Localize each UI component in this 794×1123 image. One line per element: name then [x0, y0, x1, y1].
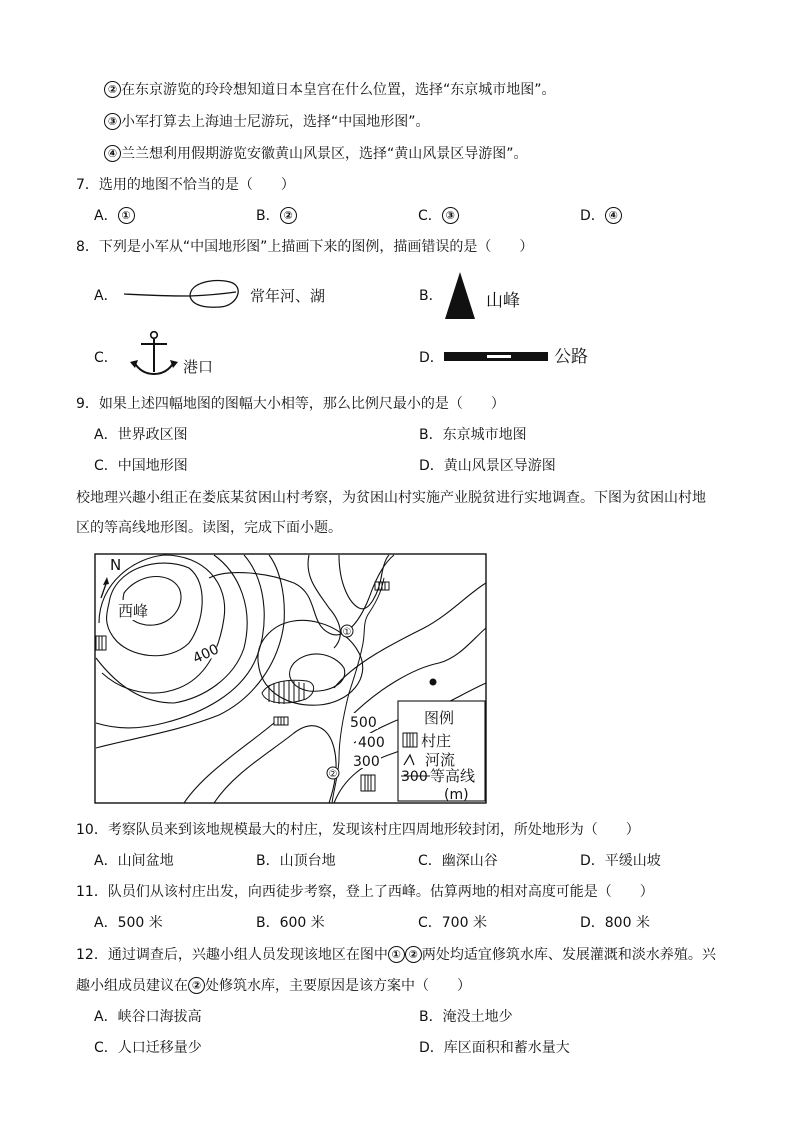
mountain-peak-icon — [442, 270, 478, 322]
contour-400-label-right: 400 — [358, 735, 385, 751]
q12-option-a[interactable]: A．峡谷口海拔高 — [94, 1009, 202, 1025]
intro-text: 小军打算去上海迪士尼游玩，选择“中国地形图”。 — [121, 114, 430, 130]
q7-option-d[interactable] — [580, 206, 622, 226]
q10-option-c[interactable]: C．幽深山谷 — [418, 853, 498, 869]
peak-label: 西峰 — [118, 602, 149, 620]
legend-label: 山峰 — [486, 291, 520, 311]
question-12-stem — [76, 945, 716, 965]
option-letter: B． — [419, 288, 443, 304]
stem-text: 12．通过调查后，兴趣小组人员发现该地区在图中 — [76, 947, 388, 963]
option-letter: C． — [418, 208, 442, 224]
q12-option-d[interactable]: D．库区面积和蓄水量大 — [419, 1040, 570, 1056]
stem-text: 两处均适宜修筑水库、发展灌溉和淡水养殖。兴 — [421, 947, 716, 963]
number-circle: ② — [188, 977, 205, 994]
number-circle: ② — [280, 207, 297, 224]
passage-line-2: 区的等高线地形图。读图，完成下面小题。 — [76, 520, 342, 536]
contour-300-label: 300 — [353, 754, 380, 770]
number-circle: ② — [104, 81, 121, 98]
anchor-icon — [126, 330, 182, 378]
intro-text: 在东京游览的玲玲想知道日本皇宫在什么位置，选择“东京城市地图”。 — [121, 82, 556, 98]
legend-label: 港口 — [183, 358, 214, 376]
q10-option-d[interactable]: D．平缓山坡 — [580, 853, 661, 869]
number-circle: ④ — [104, 145, 121, 162]
river-lake-icon — [120, 276, 250, 316]
legend-river: 河流 — [425, 751, 456, 769]
number-circle: ④ — [605, 207, 622, 224]
intro-text: 兰兰想利用假期游览安徽黄山风景区，选择“黄山风景区导游图”。 — [121, 146, 528, 162]
number-circle: ③ — [104, 113, 121, 130]
q11-option-b[interactable]: B．600 米 — [256, 915, 325, 931]
number-circle: ① — [118, 207, 135, 224]
q11-option-a[interactable]: A．500 米 — [94, 915, 163, 931]
q7-option-b[interactable] — [256, 206, 297, 226]
contour-500-label: 500 — [350, 715, 377, 731]
legend-contour: 等高线 — [430, 767, 476, 785]
question-10-stem: 10．考察队员来到该地规模最大的村庄，发现该村庄四周地形较封闭，所处地形为（ ） — [76, 822, 640, 838]
option-letter: D． — [419, 350, 444, 366]
contour-400-label: 400 — [190, 641, 222, 668]
stem-text: 趣小组成员建议在 — [76, 978, 188, 994]
question-7-stem: 7．选用的地图不恰当的是（ ） — [76, 177, 295, 193]
number-circle: ③ — [442, 207, 459, 224]
question-11-stem: 11．队员们从该村庄出发，向西徒步考察，登上了西峰。估算两地的相对高度可能是（ ） — [76, 884, 654, 900]
legend-label: 常年河、湖 — [250, 287, 326, 305]
number-circle: ① — [388, 946, 405, 963]
legend-village: 村庄 — [421, 732, 452, 750]
q9-option-b[interactable]: B．东京城市地图 — [419, 427, 527, 443]
intro-item-3 — [104, 112, 430, 132]
question-8-stem: 8．下列是小军从“中国地形图”上描画下来的图例，描画错误的是（ ） — [76, 239, 534, 255]
marker-2: ② — [328, 769, 338, 780]
legend-label: 公路 — [554, 347, 588, 367]
north-label: N — [110, 556, 122, 574]
q7-option-c[interactable] — [418, 206, 459, 226]
option-letter: D． — [580, 208, 605, 224]
legend-title: 图例 — [424, 709, 455, 727]
q9-option-a[interactable]: A．世界政区图 — [94, 427, 188, 443]
option-letter: B． — [256, 208, 280, 224]
q12-option-b[interactable]: B．淹没土地少 — [419, 1009, 513, 1025]
q12-option-c[interactable]: C．人口迁移量少 — [94, 1040, 202, 1056]
legend-contour-value: 300 — [401, 769, 428, 785]
stem-text: 处修筑水库，主要原因是该方案中（ ） — [205, 978, 471, 994]
point-marker — [430, 679, 437, 686]
passage-line-1: 校地理兴趣小组正在娄底某贫困山村考察，为贫困山村实施产业脱贫进行实地调查。下图为贫困山村地 — [76, 490, 706, 506]
marker-1: ① — [342, 627, 352, 638]
option-letter: C． — [94, 350, 118, 366]
question-9-stem: 9．如果上述四幅地图的图幅大小相等，那么比例尺最小的是（ ） — [76, 396, 505, 412]
intro-item-4 — [104, 144, 528, 164]
option-letter: A． — [94, 208, 118, 224]
number-circle: ② — [405, 946, 422, 963]
intro-item-2 — [104, 80, 556, 100]
option-letter: A． — [94, 288, 118, 304]
question-12-stem-line-2 — [76, 976, 471, 996]
q10-option-b[interactable]: B．山顶台地 — [256, 853, 336, 869]
q11-option-d[interactable]: D．800 米 — [580, 915, 650, 931]
q9-option-c[interactable]: C．中国地形图 — [94, 458, 188, 474]
legend-unit: (m) — [444, 787, 469, 803]
q11-option-c[interactable]: C．700 米 — [418, 915, 487, 931]
q10-option-a[interactable]: A．山间盆地 — [94, 853, 174, 869]
q7-option-a[interactable] — [94, 206, 135, 226]
q9-option-d[interactable]: D．黄山风景区导游图 — [419, 458, 556, 474]
contour-map — [94, 553, 488, 805]
road-icon — [444, 351, 550, 363]
